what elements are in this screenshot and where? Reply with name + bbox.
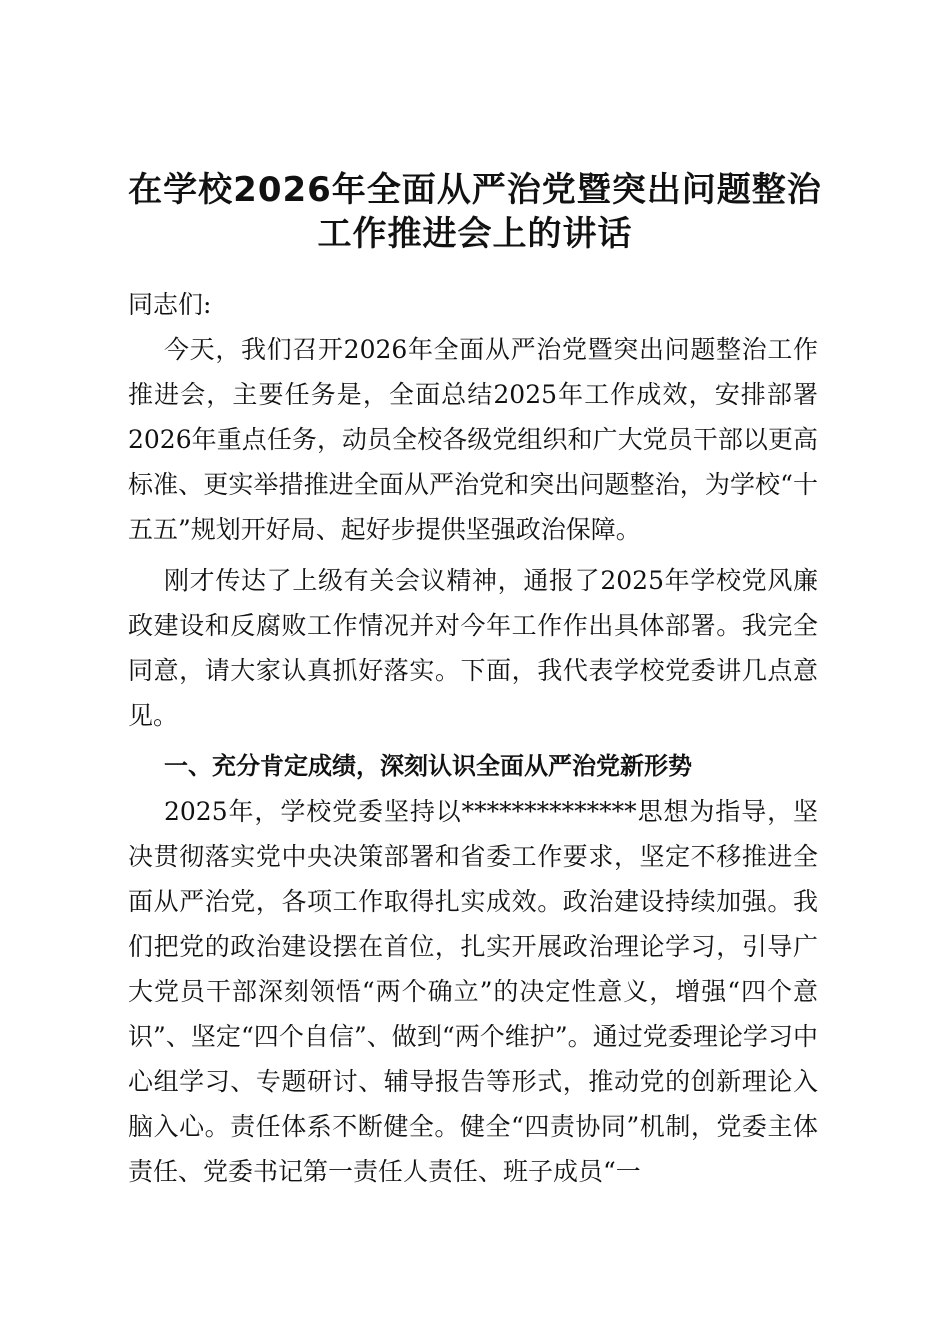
title-line-1: 在学校2026年全面从严治党暨突出问题整治 <box>128 170 822 210</box>
title-line-2: 工作推进会上的讲话 <box>317 214 633 254</box>
document-body <box>128 282 818 1194</box>
document-title <box>120 168 830 256</box>
salutation: 同志们: <box>128 290 212 319</box>
paragraph-agreement: 刚才传达了上级有关会议精神，通报了2025年学校党风廉政建设和反腐败工作情况并对今年工作作出具体部署。我完全同意，请大家认真抓好落实。下面，我代表学校党委讲几点意见。 <box>128 566 818 730</box>
section-heading-1: 一、充分肯定成绩，深刻认识全面从严治党新形势 <box>164 752 692 780</box>
paragraph-section-1: 2025年，学校党委坚持以**************思想为指导，坚决贯彻落实党中央决策部署和省委工作要求，坚定不移推进全面从严治党，各项工作取得扎实成效。政治建设持续加强。我们把党的政治建设摆在首位，扎实开展政治理论学习，引导广大党员干部深刻领悟“两个确立”的决定性意义，增强“四个意识”、坚定“四个自信”、做到“两个维护”。通过党委理论学习中心组学习、专题研讨、辅导报告等形式，推动党的创新理论入脑入心。责任体系不断健全。健全“四责协同”机制，党委主体责任、党委书记第一责任人责任、班子成员“一 <box>128 797 818 1186</box>
paragraph-intro: 今天，我们召开2026年全面从严治党暨突出问题整治工作推进会，主要任务是，全面总结2025年工作成效，安排部署2026年重点任务，动员全校各级党组织和广大党员干部以更高标准、更实举措推进全面从严治党和突出问题整治，为学校“十五五”规划开好局、起好步提供坚强政治保障。 <box>128 335 818 544</box>
